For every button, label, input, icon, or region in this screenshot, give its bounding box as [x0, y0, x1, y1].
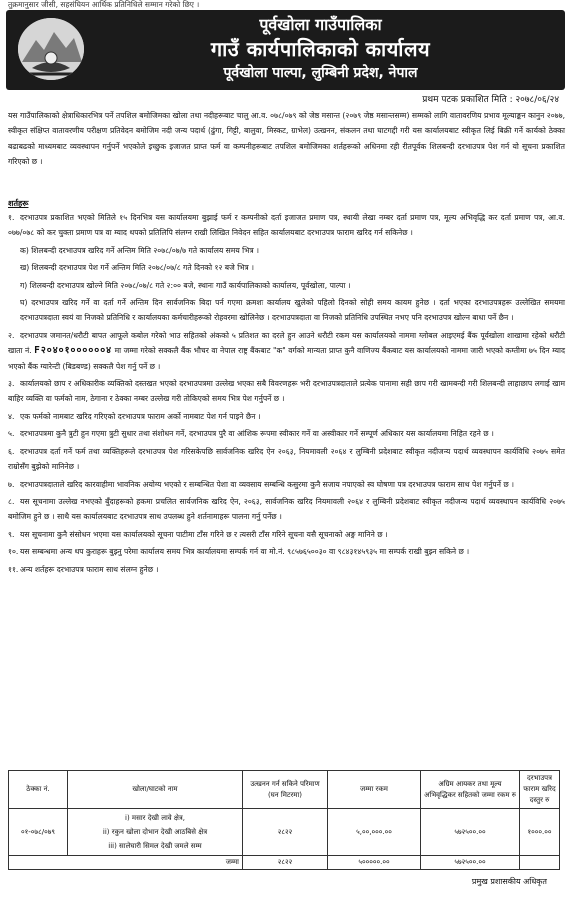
- site-item: ii) रकुन खोला दोभान देखी आठबिसे क्षेत्र: [102, 828, 208, 836]
- site-item: iii) सालेघारी सिमल देखी जमले सम्म: [108, 842, 202, 850]
- terms-list: [8, 210, 565, 579]
- term-11: ११. अन्य शर्तहरू दरभाउपत्र फाराम साथ संलग्न हुनेछ ।: [8, 564, 159, 574]
- table-total-row: [9, 856, 560, 870]
- header-text: [86, 14, 555, 84]
- intro-paragraph: यस गाउँपालिकाको क्षेत्राधिकारभित्र पर्ने तपशिल बमोजिमका खोला तथा नदीहरूबाट चालु आ.व. ०७८/०७९ को जेष्ठ मसान्त (२०७९ जेष्ठ मसान्तसम्म) सम्मको लागि वातावरणिय प्रभाव मूल्याङ्कन कानुन २०७७, स्वीकृत संक्षिप्त वातावरणीय परीक्षण प्रतिवेदन बमोजिम नदी जन्य पदार्थ (ढुंगा, गिट्टी, बालुवा, मिस्कट, ग्राभेल) उत्खनन, संकलन तथा घाटगद्दी गरी यस कार्यालयबाट स्वीकृत लिई बिक्री गर्ने कार्यको ठेक्का बढाबढको माध्यमबाट व्यवस्थापन गर्नुपर्ने भएकोले इच्छुक इजाजत प्राप्त फर्म वा कम्पनीहरूबाट तपशिल बमोजिमका शर्तहरूको अधिनमा रही रीतपूर्वक शिलबन्दी दरभाउपत्र पेश गर्न यो सूचना प्रकाशित गरिएको छ ।: [8, 111, 565, 167]
- tender-table: [8, 770, 560, 870]
- col-volume: उत्खनन गर्न सकिने परिमाण (घन मिटरमा): [243, 771, 328, 809]
- terms-heading: शर्तहरू: [8, 199, 29, 208]
- table-row: [9, 809, 560, 856]
- signatory-title: प्रमुख प्रशासकीय अधिकृत: [471, 877, 547, 886]
- term-6: ६. दरभाउपत्र दर्ता गर्ने फर्म तथा व्यक्तिहरूले दरभाउपत्र पेश गरिसकेपछि सार्वजनिक खरिद ऐन २०६३, नियमावली २०६४ र लुम्बिनी प्रदेशबाट स्वीकृत नदीजन्य पदार्थ व्यवस्थापन कार्यविधि २०७५ समेत राम्रोसँग बुझेको मानिनेछ ।: [8, 446, 565, 472]
- total-amount-with-tax: ५७२५००.००: [421, 856, 520, 870]
- term-3: ३. कार्यालयको छाप र अधिकारीक व्यक्तिको दस्तखत भएको दरभाउपत्रमा उल्लेख भएका सबै विवरणहरू भरी दरभाउपत्रदाताले प्रत्येक पानामा सही छाप गरी खामबन्दी गरी शिलबन्दी लाहाछाप लगाई खाम बाहिर व्यक्ति वा फर्मको नाम, ठेगाना र ठेक्का नम्बर उल्लेख गरी तोकिएको समय भित्र पेश गर्नुपर्ने छ ।: [8, 379, 565, 404]
- municipality-name: पूर्वखोला गाउँपालिका: [259, 15, 382, 34]
- amount-value: ५,००,०००.००: [328, 809, 421, 856]
- form-fee-value: १०००.००: [520, 809, 560, 856]
- office-name: गाउँ कार्यपालिकाको कार्यालय: [210, 37, 431, 61]
- volume-value: २८२२: [243, 809, 328, 856]
- site-item: i) मसार देखी लावे क्षेत्र,: [125, 814, 185, 822]
- term-10: १०. यस सम्बन्धमा अन्य थप कुराहरू बुझ्नु परेमा कार्यालय समय भित्र कार्यालयमा सम्पर्क गर्न वा मो.नं. ९८५७६५००३० वा ९८४३१४५९३५ मा सम्पर्क राखी बुझ्न सकिने छ ।: [8, 547, 470, 557]
- total-label: जम्मा: [9, 856, 243, 870]
- deposit-account-number: F२०४०१००००००४: [34, 345, 113, 357]
- term-1: १. दरभाउपत्र प्रकाशित भएको मितिले १५ दिनभित्र यस कार्यालयमा बुझाई फर्म र कम्पनीको दर्ता इजाजत प्रमाण पत्र, स्थायी लेखा नम्बर दर्ता प्रमाण पत्र, मूल्य अभिवृद्धि कर दर्ता प्रमाण पत्र, आ.व. ०७७/०७८ को कर चुक्ता प्रमाण पत्र वा म्याद थपको प्रतिलिपि संलग्न राखी लिखित निवेदन सहित कार्यालयबाट दरभाउपत्र फाराम खरिद गर्न सकिनेछ ।: [8, 213, 565, 238]
- amount-with-tax-value: ५७२५००.००: [421, 809, 520, 856]
- col-river-site: खोला/घाटको नाम: [68, 771, 243, 809]
- term-1-a: क) शिलबन्दी दरभाउपत्र खरिद गर्ने अन्तिम मिति २०७८/०७/७ गते कार्यालय समय भित्र ।: [20, 245, 259, 255]
- col-amount-with-tax: अग्रिम आयकर तथा मूल्य अभिवृद्धिकर सहितको जम्मा रकम रु: [421, 771, 520, 809]
- term-4: ४. एक फर्मको नामबाट खरिद गरिएको दरभाउपत्र फाराम अर्को नामबाट पेश गर्न पाइने छैन ।: [8, 411, 261, 421]
- previous-notice-fragment: तुक्रमानुसार जीसी, सहसंघियन आर्थिक प्रतिनिधिले सम्मान गरेको छिए ।: [8, 0, 200, 9]
- col-amount: जम्मा रकम: [328, 771, 421, 809]
- term-1-d: घ) दरभाउपत्र खरिद गर्ने वा दर्ता गर्ने अन्तिम दिन सार्वजनिक बिदा पर्न गएमा क्रमशः कार्यालय खुलेको पहिलो दिनको सोही समय कायम हुनेछ । दर्ता भएका दरभाउपत्रहरू उल्लेखित समयमा दरभाउपत्रदाता स्वयं वा निजको प्रतिनिधि र कार्यालयका कर्मचारीहरूको रोहवरमा खोलिनेछ । दरभाउपत्रदाता वा निजको प्रतिनिधि उपस्थित नभए पनि दरभाउपत्र खोल्न बाधा पर्ने छैन ।: [20, 298, 565, 323]
- table-header-row: [9, 771, 560, 809]
- total-volume: २८२२: [243, 856, 328, 870]
- office-address: पूर्वखोला पाल्पा, लुम्बिनी प्रदेश, नेपाल: [223, 65, 418, 81]
- term-1-c: ग) शिलबन्दी दरभाउपत्र खोल्ने मिति २०७८/०७/८ गते २:०० बजे, स्थानः गाउँ कार्यपालिकाको कार्यालय, पूर्वखोला, पाल्पा ।: [20, 280, 351, 290]
- term-9: ९. यस सूचनामा कुनै संसोधन भएमा यस कार्यालयको सूचना पाटीमा टाँस गरिने छ र त्यसरी टाँस गरिने सूचना यसै सूचनाको अङ्ग मानिने छ ।: [8, 529, 388, 539]
- term-2: २. दरभाउपत्र जमानत/धरौटी बापत आफूले कबोल गरेको भाउ सहितको अंकको ५ प्रतिशत का दरले हुन आउने धरौटी रकम यस कार्यालयको नाममा ग्लोबल आइएमई बैंक पूर्वखोला शाखामा रहेको धरौटी खाता नं. F२०४०१००००००४ मा जम्मा गरेको सक्कलै बैंक भौचर वा नेपाल राष्ट्र बैंकबाट "क" वर्गको मान्यता प्राप्त कुनै वाणिज्य बैंकबाट यस कार्यालयको नाममा जारी भएको कम्तीमा ७५ दिन म्याद भएको बैंक ग्यारेन्टी (बिडबण्ड) सक्कलै पेश गर्नु पर्ने छ ।: [8, 330, 566, 371]
- term-8: ८. यस सूचनामा उल्लेख नभएको बुँदाहरूको हकमा प्रचलित सार्वजनिक खरिद ऐन, २०६३, सार्वजनिक खरिद नियमावली २०६४ र लुम्बिनी प्रदेशबाट स्वीकृत नदीजन्य पदार्थ व्यवस्थापन कार्यविधि २०७५ बमोजिम हुने छ । साथै यस कार्यालयबाट दरभाउपत्र साथ उपलब्ध हुने शर्तनामाहरू पालना गर्नु पर्नेछ ।: [8, 496, 565, 522]
- total-form-fee: [520, 856, 560, 870]
- total-amount: ५०००००.००: [328, 856, 421, 870]
- contract-no: ०१-०७८/०७९: [9, 809, 68, 856]
- term-7: ७. दरभाउपत्रदाताले खरिद कारवाहीमा भावनिक अयोग्य भएको र सम्बन्धित पेशा वा व्यवसाय सम्बन्धि कसुरमा कुनै सजाय नपाएको स्व घोषणा पत्र दरभाउपत्र फाराम साथ पेश गर्नुपर्ने छ ।: [8, 479, 514, 489]
- site-list: [68, 809, 243, 856]
- office-header: [6, 10, 565, 90]
- publication-date: प्रथम पटक प्रकाशित मिति : २०७८/०६/२४: [422, 95, 559, 105]
- col-form-fee: दरभाउपत्र फाराम खरिद दस्तुर रु: [520, 771, 560, 809]
- term-1-b: ख) शिलबन्दी दरभाउपत्र पेश गर्ने अन्तिम मिति २०७८/०७/८ गते दिनको १२ बजे भित्र ।: [20, 263, 254, 273]
- col-contract-no: ठेक्का नं.: [9, 771, 68, 809]
- nepal-emblem-icon: [18, 18, 84, 80]
- term-5: ५. दरभाउपत्रमा कुनै त्रुटी हुन गएमा त्रुटी सुधार तथा संशोधन गर्ने, दरभाउपत्र पुरै वा आंशिक रूपमा स्वीकार गर्ने वा अस्वीकार गर्ने सम्पूर्ण अधिकार यस कार्यालयमा निहित रहने छ ।: [8, 429, 494, 439]
